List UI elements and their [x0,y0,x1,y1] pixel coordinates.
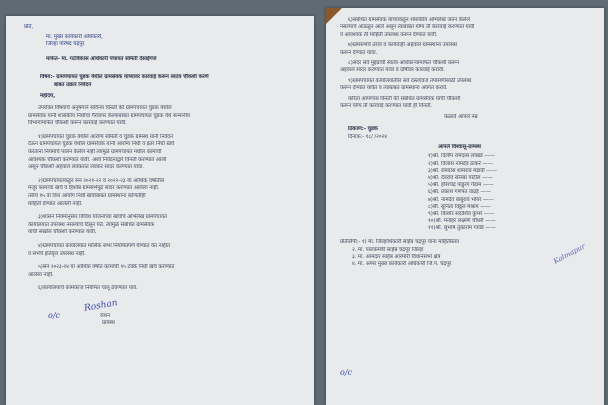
body-text-line: विभागामार्फत चौकशी करून कारवाई करण्यात यावी. [28,120,127,127]
body-text-line: ८)सदर सर्व मुद्द्यांची स्वतंत्र अधिकाऱ्यामार्फत चौकशी करून [348,60,459,66]
body-text-line: व सभेचे इतिवृत्त उपलब्ध नाही. [28,250,86,257]
copy-to-entry: ३. मा. आमदार साहेब आरमोरी विधानसभा क्षेत्र [352,253,441,260]
salutation: महोदय, [40,93,56,99]
date-line: दिनांक:- १८/ /२०२४ [348,134,387,141]
copy-to-entry: ४. मा. अप्पर मुख्य कार्यकारी अधिकारी जि.प. चंद्रपूर [352,261,452,267]
body-text-line: करून देण्यात यावेत व त्याबाबत ग्रामस्थांना अवगत करावे. [340,85,448,92]
signature-mark: Roshan [83,298,119,315]
body-text-line: ३)शासन नियमानुसार विविध योजनांच्या खर्चाचे अभिलेख ग्रामपंचायत [38,214,167,221]
body-text-line: २)ग्रामपंचायतकडून सन २०२१-२२ व २०२२-२३ या आर्थिक वर्षातील [38,177,165,184]
signer-entry: १०)श्री. मनोहर लक्ष्मण चौधरी —— [428,218,496,225]
body-text-line: करून देण्यात यावा. [340,49,378,56]
copy-to-entry: २. मा. पालकमंत्री साहेब चंद्रपूर जिल्हा [352,246,424,253]
recipient-address-line: मा. मुख्य कार्यकारी अधिकारी, [46,34,103,40]
signer-entry: ७)श्री. नामदेव बाबुराव भोयर —— [428,196,494,203]
signer-entry: ५)श्री. हरिश्चंद्र पांडुरंग गेडाम —— [428,182,494,189]
body-text-line: ४)ग्रामपंचायत कार्यालयात मासिक सभा नियमितपणे घेण्यात येत नाहीत [38,243,171,249]
signer-entry: ११)श्री. सुभाष तुकाराम गावंडे —— [428,225,496,232]
signer-title: ग्रामस्थ [102,320,115,327]
signer-entry: ३)श्री. रामदास शामराव मडावी —— [428,167,497,174]
handwritten-annotation: Kalmapur [552,242,587,266]
body-text-line: तसेच १५ वा वित्त आयोग निधी खर्चाबाबत ग्रामस्थांना कोणतीही [28,193,146,199]
place-line: ठिकाण:- चुडक [348,126,378,133]
stamp-corner [326,8,342,24]
body-text-line: ७)ग्रामसभेचे ठराव व कार्यवाही अहवाल ग्रामस्थांना उपलब्ध [348,42,457,49]
body-text-line: देऊन ग्रामपंचायत चुडक येथील ग्रामसेवक यांनी आरोग्य निधी व इतर निधी खर्च [28,141,175,148]
body-text-line: मंजूर कामांचा खर्च व हिशोब ग्रामसभेपुढे सादर करण्यात आलेला नाही. [28,185,160,192]
body-text-line: ग्रामसेवक यांनी शासकीय निधीचा गैरवापर केल्याबाबत ग्रामपंचायत चुडक येथे सन्मानीय [28,112,190,119]
via-line: मार्फत- मा. गटविकास अधिकारी पंचायत समिती देसाईगंज [46,56,157,62]
subject-line: बाबत तक्रार निवेदन [54,82,92,88]
body-text-line: करून योग्य ती कारवाई करण्यात यावी ही विनंती. [340,103,432,109]
body-text-line: १)ग्रामपंचायत चुडक येथील आरोग्य समिती व चुडक ग्रामस्थ यांनी निवेदन [38,133,173,140]
body-text-line: माहिती देण्यात आलेली नाही. [28,200,83,207]
signer-entry: ६)श्री. प्रकाश गणपत वाढई —— [428,189,491,196]
left-letter-page [6,16,314,405]
signer-entry: ४)श्री. देवराव सोनबा पाटील —— [428,175,493,181]
body-text-line: असून चौकशी अहवाल लवकरात लवकर सादर करण्यात यावा. [28,164,144,171]
body-text-line: आलेला नाही. [28,271,54,278]
signers-title: आपले विश्वासू-ग्रामस्थ [438,144,481,151]
body-text-line: व आवश्यक ती माहिती उपलब्ध करून देण्यात यावी. [340,31,438,38]
right-letter-page [326,8,604,405]
signer-name: रोशन [100,313,110,320]
copy-to-heading: प्रतिलिपी:- १) मा. जिल्हाधिकारी साहेब चंद्रपूर यांना माहितीस्तव [340,238,460,245]
body-text-line: उपरोक्त विषयाचे अनुषंगाने सविनय विनंती की ग्रामपंचायत चुडक येथील [38,105,172,111]
body-text-line: करताना नियमांचे पालन केलेले नाही त्यामुळे ग्रामपंचायत मधील कामांची [28,149,162,155]
closing-line: कळावे आपले नम्र [444,114,478,121]
subject-line: विषय:- ग्रामपंचायत चुडक येथील ग्रामसेवक यांच्यावर कारवाई करून स्वतंत्र चौकशी करणे [40,74,209,80]
body-text-line: नसल्याचे आढळून आले असून त्याबाबत योग्य ती कारवाई करण्यात यावी [340,24,475,31]
office-copy-mark: o/c [340,368,352,377]
signer-entry: १)श्री. दिलीप रामदास लोखंडे —— [428,153,495,160]
signer-entry: २)श्री. विलास नामदेव ठाकरे —— [428,160,493,167]
signer-entry: ८)सौ. सुनिता विठ्ठल मेश्राम —— [428,203,491,210]
body-text-line: आवश्यक चौकशी करण्यात यावी. अशी निवेदनाद्वारे विनंती करण्यात आली [28,156,167,163]
recipient-label: प्रति, [24,24,33,30]
signer-entry: ९)श्री. किशोर सदाशिव कुंभरे —— [428,211,495,217]
recipient-address-line: जिल्हा परिषद चंद्रपूर [46,41,85,47]
office-copy-mark: o/c [48,311,60,321]
body-text-line: कार्यालयात उपलब्ध नसल्याचे दिसून येते. त्यामुळे संबंधित ग्रामसेवक [28,221,155,228]
body-text-line: ९)ग्रामपंचायत कार्यालयातील सर्व दस्तऐवज तपासणीसाठी उपलब्ध [348,77,472,84]
body-text-line: यांची सखोल चौकशी करण्यात यावी. [28,229,97,236]
body-text-line: ६)संबंधित ग्रामसेवक यांच्याकडून शासकीय अभिलेखे जतन केलेले [348,17,470,23]
body-text-line: ६)कार्यालयाचे कामकाज नियमित चालू ठेवण्यात यावे. [38,285,138,292]
body-text-line: करिता आपणास विनंती की संबंधित ग्रामसेवक यांची चौकशी [348,95,461,102]
body-text-line: अहवाल सादर करण्यात यावा व दोषींवर कारवाई करावी. [340,67,445,74]
body-text-line: ५)सन २०२३-२४ या आर्थिक वर्षात कामांची १५ टक्के निधी खर्च करण्यात [38,264,175,271]
